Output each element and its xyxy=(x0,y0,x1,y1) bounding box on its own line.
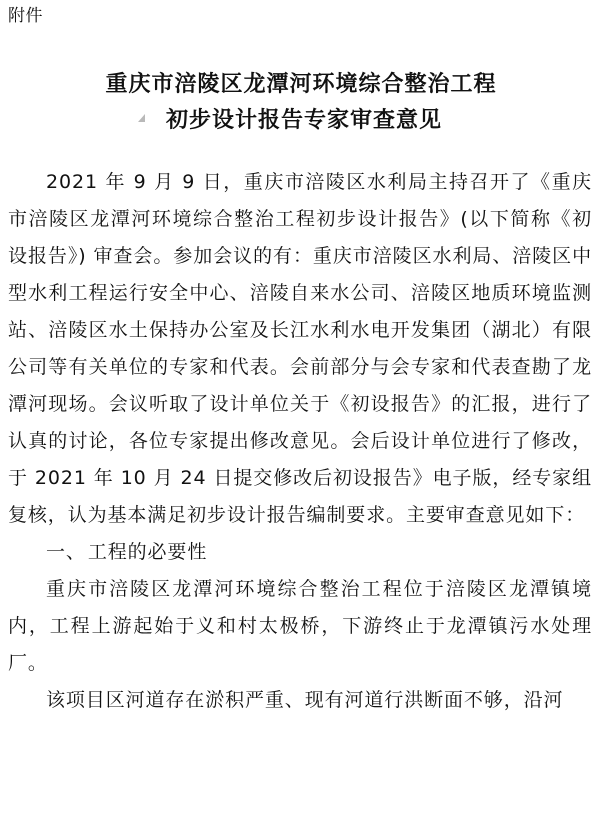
title-line-2: 初步设计报告专家审查意见 xyxy=(165,107,442,133)
intro-paragraph: 2021 年 9 月 9 日，重庆市涪陵区水利局主持召开了《重庆市涪陵区龙潭河环境综合整治工程初步设计报告》(以下简称《初设报告》) 审查会。参加会议的有：重庆市涪陵区水利局、涪陵区中型水利工程运行安全中心、涪陵自来水公司、涪陵区地质环境监测站、涪陵区水土保持办公室及长江水利水电开发集团（湖北）有限公司等有关单位的专家和代表。会前部分与会专家和代表查勘了龙潭河现场。会议听取了设计单位关于《初设报告》的汇报，进行了认真的讨论，各位专家提出修改意见。会后设计单位进行了修改，于 2021 年 10 月 24 日提交修改后初设报告》电子版，经专家组复核，认为基本满足初步设计报告编制要求。主要审查意见如下： xyxy=(8,171,592,526)
document-title xyxy=(0,66,602,138)
section-heading-title: 工程的必要性 xyxy=(87,541,208,563)
section1-paragraph-2: 该项目区河道存在淤积严重、现有河道行洪断面不够，沿河 xyxy=(46,689,564,711)
section-heading-number: 一、 xyxy=(46,541,86,563)
document-body xyxy=(8,164,592,719)
title-line-1: 重庆市涪陵区龙潭河环境综合整治工程 xyxy=(105,71,497,97)
title-line-2-wrapper xyxy=(160,102,442,138)
attachment-label: 附件 xyxy=(8,6,43,26)
section1-paragraph-1: 重庆市涪陵区龙潭河环境综合整治工程位于涪陵区龙潭镇境内，工程上游起始于义和村太极桥，下游终止于龙潭镇污水处理厂。 xyxy=(8,578,592,674)
section-heading-1 xyxy=(8,534,592,571)
paragraph-marker-icon xyxy=(138,114,145,122)
